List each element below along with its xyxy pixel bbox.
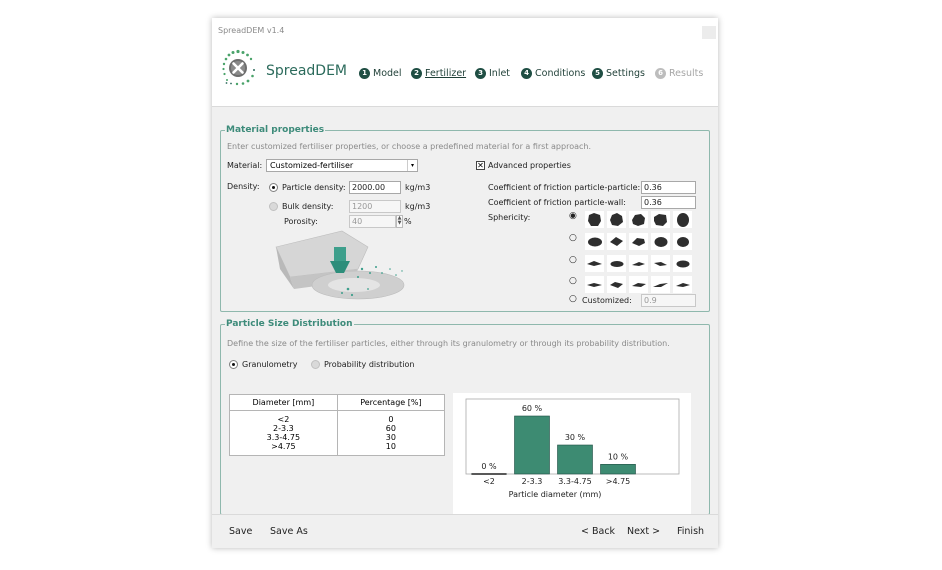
step-label: Results <box>669 68 704 79</box>
particle-shape-icon <box>673 255 692 272</box>
data-label: 10 % <box>607 452 629 462</box>
material-select[interactable] <box>266 159 418 172</box>
particle-shape-icon <box>585 211 604 228</box>
sphericity-label: Sphericity: <box>488 213 531 222</box>
granulometry-radio[interactable] <box>229 360 238 369</box>
particle-shape-icon <box>673 276 692 293</box>
particle-density-radio[interactable] <box>269 183 278 192</box>
data-label: 0 % <box>481 462 497 471</box>
friction-pw-label: Coefficient of friction particle-wall: <box>488 198 626 207</box>
particle-shape-icon <box>651 255 670 272</box>
tick-label: 3.3-4.75 <box>558 477 592 486</box>
material-properties-legend: Material properties <box>226 125 325 135</box>
bulk-density-label: Bulk density: <box>282 202 334 211</box>
spreader-render-image <box>272 229 412 307</box>
bar-3 <box>601 464 636 474</box>
percentage-cell[interactable]: 0 <box>337 411 444 425</box>
friction-pp-label: Coefficient of friction particle-particle: <box>488 183 641 192</box>
friction-pp-input[interactable]: 0.36 <box>641 181 696 194</box>
particle-density-unit: kg/m3 <box>405 183 431 192</box>
step-number: 4 <box>521 68 532 79</box>
material-description: Enter customized fertiliser properties, or choose a predefined material for a first approach. <box>227 142 592 151</box>
data-label: 60 % <box>521 404 543 413</box>
step-settings[interactable] <box>592 68 645 79</box>
finish-button[interactable]: Finish <box>677 526 705 537</box>
table-row[interactable] <box>230 433 445 442</box>
percentage-cell[interactable]: 60 <box>337 424 444 433</box>
x-axis-label: Particle diameter (mm) <box>508 490 602 499</box>
step-number: 5 <box>592 68 603 79</box>
percentage-cell[interactable]: 10 <box>337 442 444 456</box>
save-as-button[interactable]: Save As <box>270 526 308 537</box>
step-label: Inlet <box>489 68 511 79</box>
percentage-header: Percentage [%] <box>337 395 444 411</box>
close-button[interactable] <box>702 26 716 39</box>
bulk-density-unit: kg/m3 <box>405 202 431 211</box>
chevron-down-icon: ▾ <box>407 160 417 171</box>
tick-label: 2-3.3 <box>521 477 543 486</box>
psd-legend: Particle Size Distribution <box>226 319 353 329</box>
diameter-header: Diameter [mm] <box>230 395 338 411</box>
psd-bar-chart <box>453 393 691 516</box>
save-button[interactable]: Save <box>229 526 253 537</box>
step-label: Model <box>373 68 402 79</box>
particle-shape-icon <box>651 211 670 228</box>
customized-label: Customized: <box>582 296 632 305</box>
footer <box>212 514 718 548</box>
table-row[interactable] <box>230 442 445 456</box>
particle-density-label: Particle density: <box>282 183 346 192</box>
particle-shape-icon <box>585 233 604 250</box>
step-number: 3 <box>475 68 486 79</box>
title-bar <box>212 18 718 40</box>
porosity-spinner[interactable]: ▲ ▼ <box>397 215 402 226</box>
data-label: 30 % <box>564 433 586 442</box>
diameter-cell[interactable]: 3.3-4.75 <box>230 433 338 442</box>
step-label: Settings <box>606 68 645 79</box>
material-select-value: Customized-fertiliser <box>270 161 354 170</box>
step-label: Conditions <box>535 68 586 79</box>
particle-shape-icon <box>673 211 692 228</box>
porosity-input[interactable]: 40 <box>349 215 396 228</box>
granulometry-table <box>229 394 445 456</box>
step-results[interactable] <box>655 68 703 79</box>
tick-label: <2 <box>483 477 495 486</box>
back-button[interactable]: < Back <box>581 526 616 537</box>
particle-shape-icon <box>585 276 604 293</box>
content-area <box>212 106 718 514</box>
tick-label: >4.75 <box>605 477 631 486</box>
particle-shape-icon <box>607 255 626 272</box>
bulk-density-input[interactable]: 1200 <box>349 200 401 213</box>
step-number: 1 <box>359 68 370 79</box>
window-title: SpreadDEM v1.4 <box>218 26 285 35</box>
next-button[interactable]: Next > <box>627 526 661 537</box>
brand-name: SpreadDEM <box>266 63 348 79</box>
header <box>212 40 718 106</box>
percentage-cell[interactable]: 30 <box>337 433 444 442</box>
step-model[interactable] <box>359 68 402 79</box>
diameter-cell[interactable]: 2-3.3 <box>230 424 338 433</box>
particle-shape-icon <box>629 211 648 228</box>
friction-pw-input[interactable]: 0.36 <box>641 196 696 209</box>
step-number: 6 <box>655 68 666 79</box>
spreaddem-logo-icon <box>218 48 258 88</box>
step-fertilizer[interactable] <box>411 68 466 79</box>
sphericity-option-4-radio[interactable]: ○ <box>569 276 577 286</box>
diameter-cell[interactable]: >4.75 <box>230 442 338 456</box>
particle-shape-icon <box>607 276 626 293</box>
particle-shape-icon <box>651 233 670 250</box>
table-header-row <box>230 395 445 411</box>
advanced-properties-checkbox[interactable]: ✕ <box>477 161 484 170</box>
bar-1 <box>515 416 550 474</box>
granulometry-label: Granulometry <box>242 360 298 369</box>
particle-shape-icon <box>651 276 670 293</box>
bulk-density-radio[interactable] <box>269 202 278 211</box>
particle-shape-icon <box>585 255 604 272</box>
porosity-unit: % <box>404 217 412 226</box>
step-number: 2 <box>411 68 422 79</box>
psd-description: Define the size of the fertiliser particles, either through its granulometry or through its probability distribution. <box>227 339 670 348</box>
particle-shape-icon <box>673 233 692 250</box>
probability-distribution-label: Probability distribution <box>324 360 415 369</box>
bar-2 <box>558 445 593 474</box>
particle-shape-icon <box>629 255 648 272</box>
particle-shape-icon <box>607 233 626 250</box>
sphericity-customized-radio[interactable]: ○ <box>569 294 577 304</box>
particle-shape-icon <box>629 233 648 250</box>
particle-shape-icon <box>607 211 626 228</box>
psd-chart <box>453 393 691 516</box>
material-label: Material: <box>227 161 263 170</box>
sphericity-option-1-radio[interactable]: ◉ <box>569 211 577 221</box>
porosity-label: Porosity: <box>284 217 318 226</box>
density-label: Density: <box>227 182 260 191</box>
app-window <box>212 18 718 548</box>
table-row[interactable] <box>230 411 445 425</box>
particle-density-input[interactable]: 2000.00 <box>349 181 401 194</box>
step-label: Fertilizer <box>425 68 467 79</box>
sphericity-option-3-radio[interactable]: ○ <box>569 255 577 265</box>
particle-shape-icon <box>629 276 648 293</box>
probability-distribution-radio[interactable] <box>311 360 320 369</box>
diameter-cell[interactable]: <2 <box>230 411 338 425</box>
sphericity-option-2-radio[interactable]: ○ <box>569 233 577 243</box>
table-row[interactable] <box>230 424 445 433</box>
customized-sphericity-input[interactable]: 0.9 <box>641 294 696 307</box>
advanced-properties-label: Advanced properties <box>488 161 571 170</box>
step-conditions[interactable] <box>521 68 585 79</box>
step-inlet[interactable] <box>475 68 510 79</box>
